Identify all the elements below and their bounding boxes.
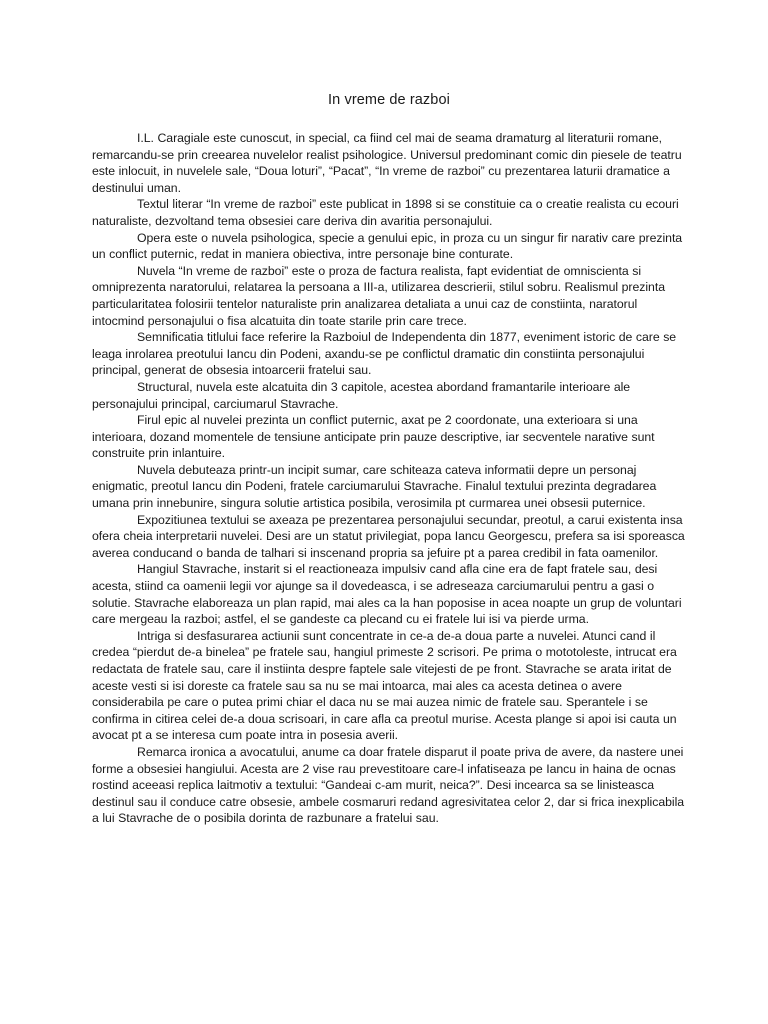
- paragraph: Remarca ironica a avocatului, anume ca doar fratele disparut il poate priva de avere, da nastere unei forme a obsesiei hangiului. Acesta are 2 vise rau prevestitoare care-l infatiseaza pe Iancu in haina de ocnas rostind aceeasi replica laitmotiv a textului: “Gandeai c-am murit, neica?”. Desi incearca sa se linisteasca destinul sau il conduce catre obsesie, ambele cosmaruri redand agresivitatea celor 2, dar si frica inexplicabila a lui Stavrache de o posibila dorinta de razbunare a fratelui sau.: [92, 744, 685, 826]
- paragraph: Structural, nuvela este alcatuita din 3 capitole, acestea abordand framantarile interioare ale personajului principal, carciumarul Stavrache.: [92, 379, 631, 411]
- paragraph: Opera este o nuvela psihologica, specie a genului epic, in proza cu un singur fir narativ care prezinta un conflict puternic, redat in maniera obiectiva, intre personaje bine conturate.: [92, 230, 683, 262]
- paragraph: Nuvela debuteaza printr-un incipit sumar, care schiteaza cateva informatii depre un personaj enigmatic, preotul Iancu din Podeni, fratele carciumarului Stavrache. Finalul textului prezinta degradarea umana prin innebunire, singura solutie artistica posibila, verosimila pt curmarea unei obsesii puternice.: [92, 462, 657, 511]
- paragraph: Firul epic al nuvelei prezinta un conflict puternic, axat pe 2 coordonate, una exterioara si una interioara, dozand momentele de tensiune anticipate prin pauze descriptive, iar secventele narative sunt construite prin inlantuire.: [92, 413, 655, 461]
- paragraph: Textul literar “In vreme de razboi” este publicat in 1898 si se constituie ca o creatie realista cu ecouri naturaliste, dezvoltand tema obsesiei care deriva din avaritia personajului.: [92, 197, 679, 228]
- paragraph: I.L. Caragiale este cunoscut, in special, ca fiind cel mai de seama dramaturg al literaturii romane, remarcandu-se prin creearea nuvelelor realist psihologice. Universul predominant comic din piesele de teatru este inlocuit, in nuvelele sale, “Doua loturi”, “Pacat”, “In vreme de razboi” cu prezentarea laturii dramatice a destinului uman.: [92, 131, 682, 195]
- paragraph: Semnificatia titlului face referire la Razboiul de Independenta din 1877, eveniment istoric de care se leaga inrolarea preotului Iancu din Podeni, axandu-se pe conflictul dramatic din constiinta personajului principal, generat de obsesia intoarcerii fratelui sau.: [92, 330, 677, 378]
- document-title: In vreme de razboi: [328, 92, 450, 108]
- paragraph: Nuvela “In vreme de razboi” este o proza de factura realista, fapt evidentiat de omniscienta si omniprezenta naratorului, relatarea la persoana a III-a, utilizarea descrierii, stilul sobru. Realismul prezinta particularitatea folosirii tentelor naturaliste prin analizarea detaliata a unui caz de constiinta, naratorul intocmind personajului o fisa alcatuita din toate starile prin care trece.: [92, 263, 665, 328]
- paragraph: Expozitiunea textului se axeaza pe prezentarea personajului secundar, preotul, a carui existenta insa ofera cheia interpretarii nuvelei. Desi are un statut privilegiat, popa Iancu Georgescu, prefera sa isi sporeasca averea conducand o banda de talhari si inscenand propria sa jefuire pt a parea credibil in fata oamenilor.: [92, 512, 685, 560]
- paragraph: Intriga si desfasurarea actiunii sunt concentrate in ce-a de-a doua parte a nuvelei. Atunci cand il credea “pierdut de-a binelea” pe fratele sau, hangiul primeste 2 scrisori. Pe prima o mototoleste, intrucat era redactata de fratele sau, care il instiinta despre faptele sale vitejesti de pe front. Stavrache se arata iritat de aceste vesti si isi doreste ca fratele sau sa nu se mai intoarca, mai ales ca acesta detinea o avere considerabila pe care o putea primi chiar el daca nu se mai auzea nimic de fratele sau. Sperantele i se confirma in citirea celei de-a doua scrisoari, in care afla ca preotul murise. Acesta plange si apoi isi cauta un avocat pt a se interesa cum poate intra in posesia averii.: [92, 628, 677, 743]
- document-body: [92, 130, 686, 827]
- paragraph: Hangiul Stavrache, instarit si el reactioneaza impulsiv cand afla cine era de fapt fratele sau, desi acesta, stiind ca oamenii legii vor ajunge sa il dovedeasca, i se adreseaza carciumarului pentru a gasi o solutie. Stavrache elaboreaza un plan rapid, mai ales ca la han poposise in acea noapte un grup de voluntari care mergeau la razboi; astfel, el se gandeste ca plecand cu ei fratele lui isi va pierde urma.: [92, 562, 682, 627]
